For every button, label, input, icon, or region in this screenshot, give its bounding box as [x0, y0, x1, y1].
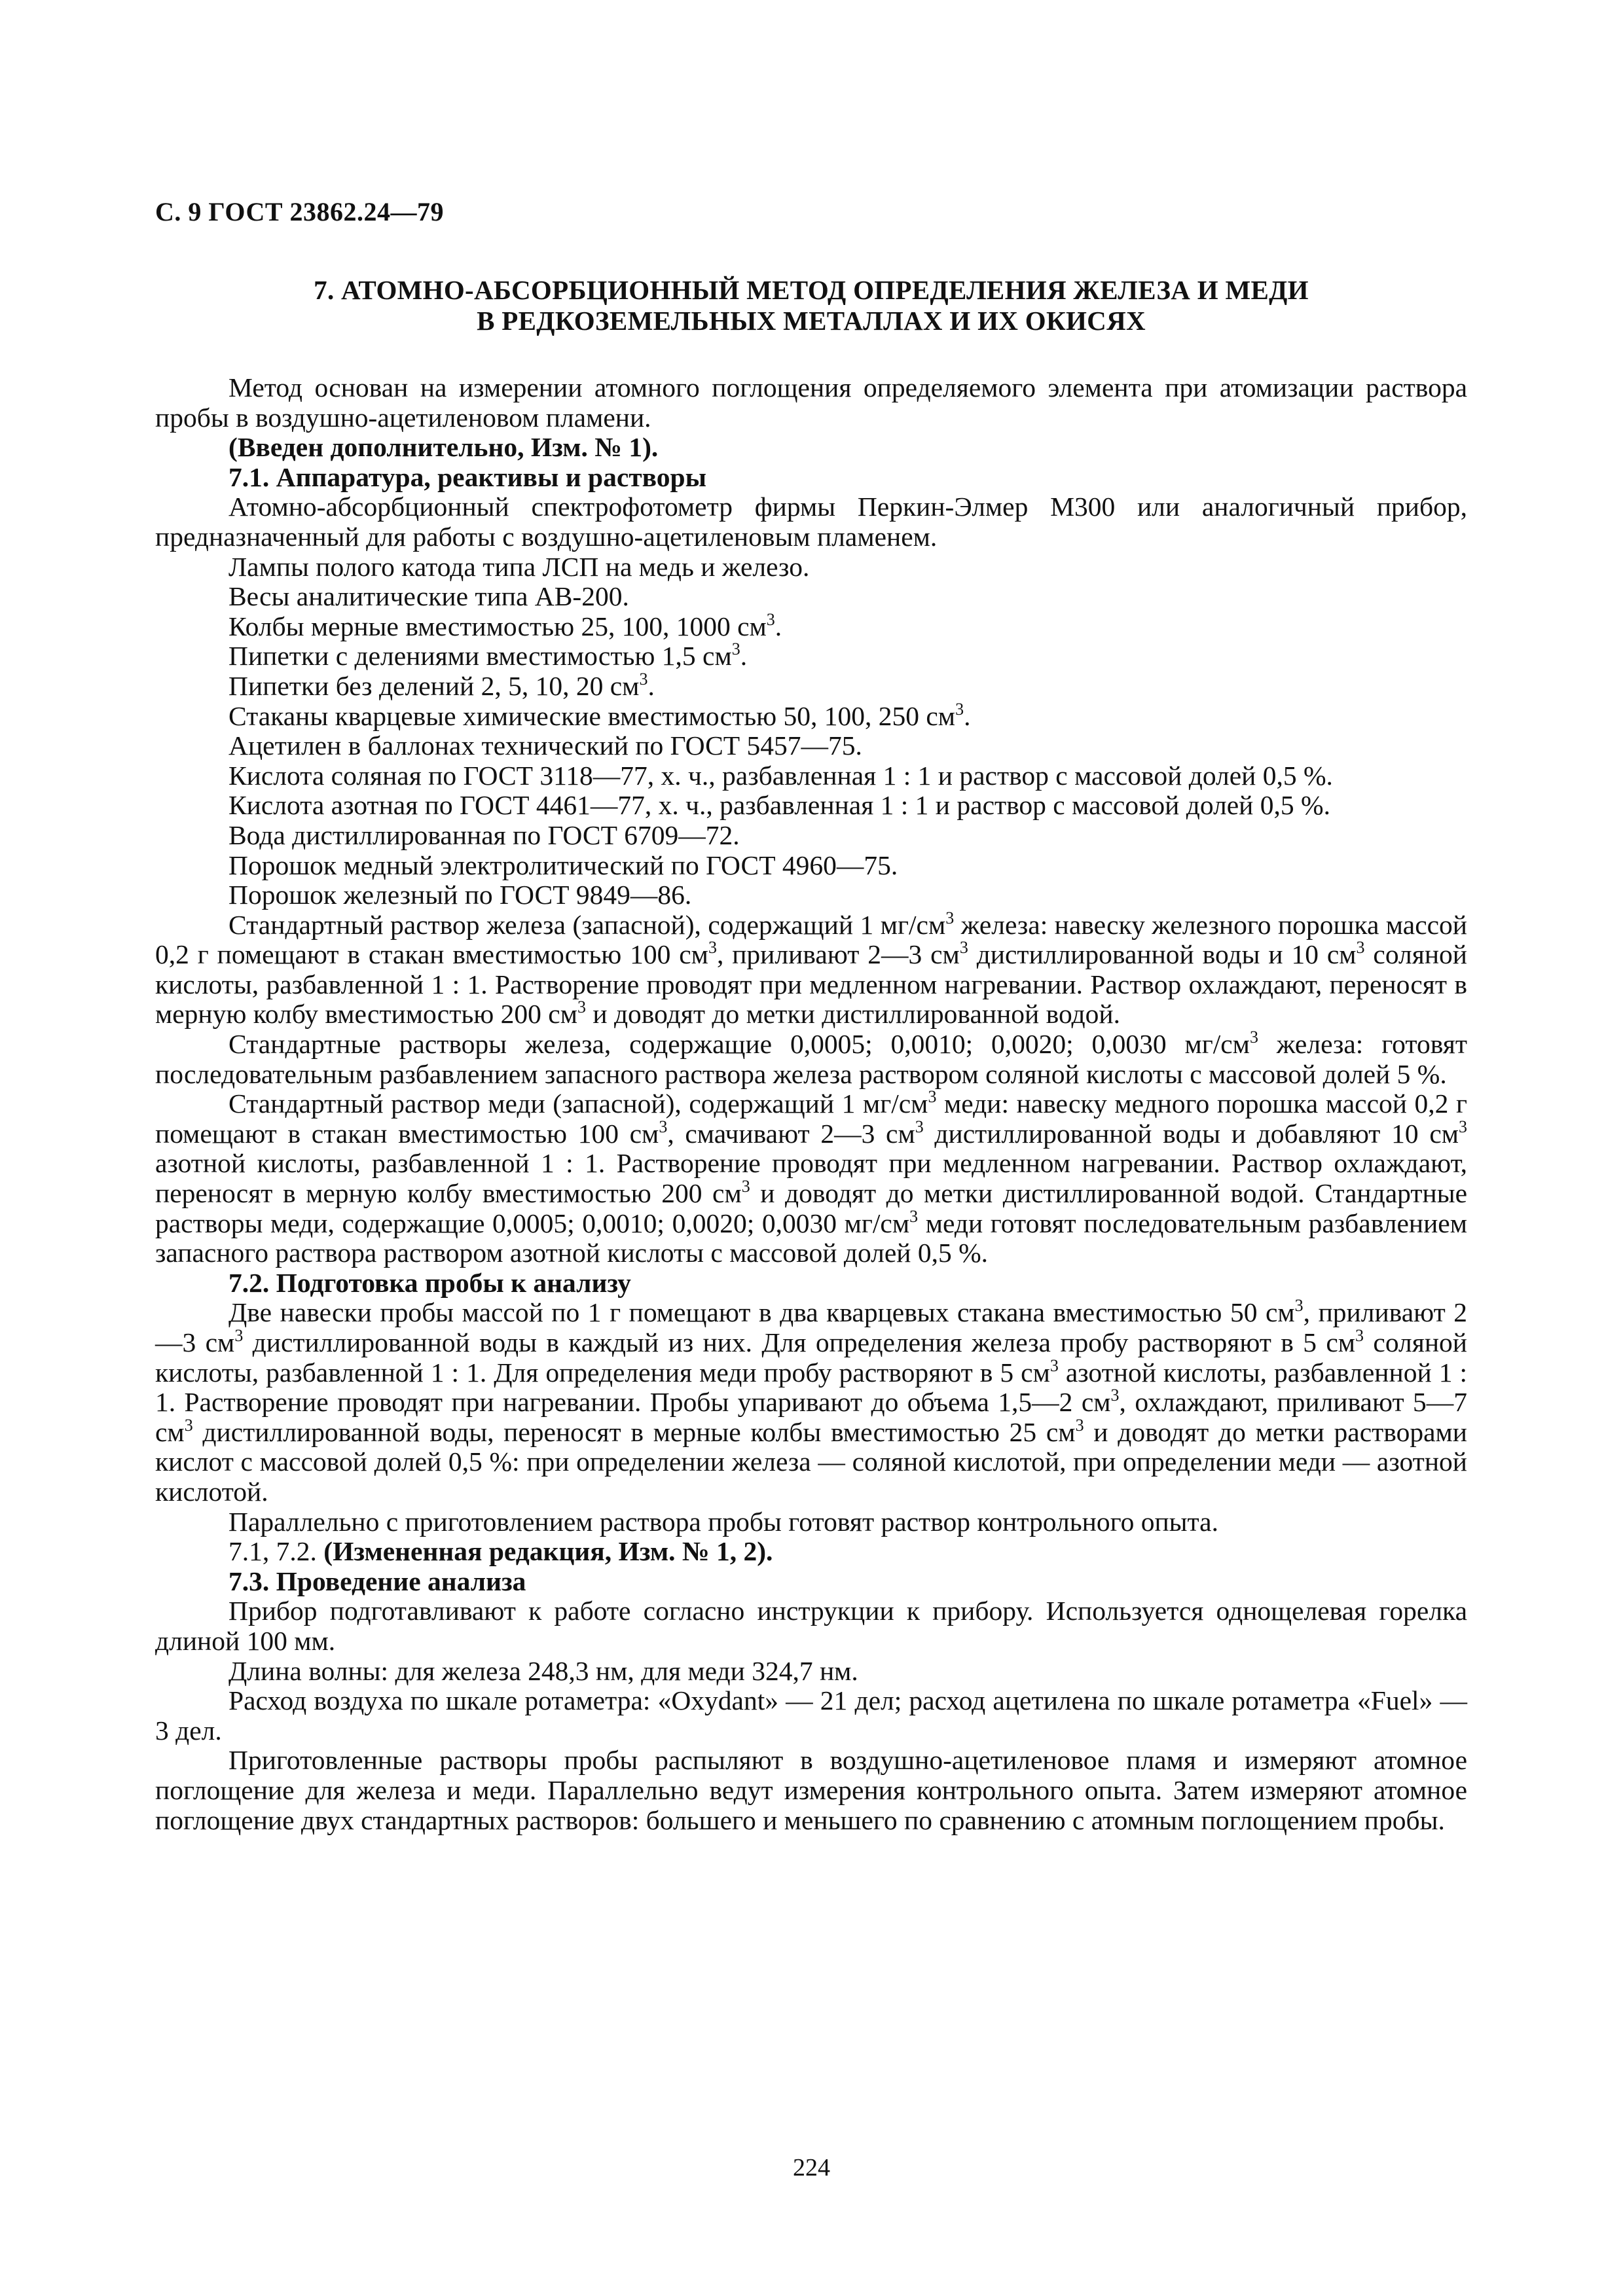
- paragraph: [155, 1507, 1467, 1537]
- paragraph: [155, 1686, 1467, 1746]
- paragraph: [155, 552, 1467, 583]
- paragraph: [155, 373, 1467, 433]
- paragraph-text: Весы аналитические типа АВ-200.: [228, 581, 629, 612]
- paragraph: [155, 1268, 1467, 1299]
- paragraph-text: Кислота азотная по ГОСТ 4461—77, х. ч., разбавленная 1 : 1 и раствор с массовой долей 0,5 %.: [228, 790, 1330, 821]
- paragraph-text: Стандартный раствор железа (запасной), содержащий 1 $мг/см^3$ железа: навеску железного порошка массой 0,2 г помещают в стакан вместимостью 100 $см^3$, приливают 2—3 $см^3$ дистиллированной воды и 10 $см^3$ соляной кислоты, разбавленной 1 : 1. Растворение проводят при медленном нагревании. Раствор охлаждают, переносят в мерную колбу вместимостью 200 $см^3$ и доводят до метки дистиллированной водой.: [155, 908, 1468, 1030]
- section-title: [155, 275, 1467, 336]
- paragraph-text: Расход воздуха по шкале ротаметра: «Oxydant» — 21 дел; расход ацетилена по шкале ротаметра «Fuel» — 3 дел.: [155, 1685, 1467, 1746]
- paragraph: [155, 791, 1467, 821]
- paragraph-text: Порошок железный по ГОСТ 9849—86.: [228, 880, 692, 910]
- paragraph: [155, 1298, 1467, 1507]
- section-title-line-1: 7. АТОМНО-АБСОРБЦИОННЫЙ МЕТОД ОПРЕДЕЛЕНИЯ ЖЕЛЕЗА И МЕДИ: [314, 275, 1309, 305]
- paragraph-text: Ацетилен в баллонах технический по ГОСТ 5457—75.: [228, 730, 862, 761]
- paragraph-text: Параллельно с приготовлением раствора пробы готовят раствор контрольного опыта.: [228, 1506, 1218, 1537]
- paragraph-bold-text: (Измененная редакция, Изм. № 1, 2).: [323, 1536, 773, 1567]
- paragraph: [155, 492, 1467, 552]
- paragraph-text: Стандартные растворы железа, содержащие 0,0005; 0,0010; 0,0020; 0,0030 $мг/см^3$ железа: готовят последовательным разбавлением запасного раствора железа раствором соляной кислоты с массовой долей 5 %.: [155, 1028, 1467, 1089]
- paragraph-text: Две навески пробы массой по 1 г помещают в два кварцевых стакана вместимостью 50 $см^3$, приливают 2—3 $см^3$ дистиллированной воды в каждый из них. Для определения железа пробу растворяют в 5 $см^3$ соляной кислоты, разбавленной 1 : 1. Для определения меди пробу растворяют в 5 $см^3$ азотной кислоты, разбавленной 1 : 1. Растворение проводят при нагревании. Пробы упаривают до объема 1,5—2 $см^3$, охлаждают, приливают 5—7 $см^3$ дистиллированной воды, переносят в мерные колбы вместимостью 25 $см^3$ и доводят до метки растворами кислот с массовой долей 0,5 %: при определении железа — соляной кислотой, при определении меди — азотной кислотой.: [155, 1296, 1468, 1507]
- paragraph-bold-text: 7.2. Подготовка пробы к анализу: [228, 1267, 631, 1298]
- paragraph: [155, 669, 1467, 702]
- paragraph: [155, 761, 1467, 791]
- paragraph-text: Атомно-абсорбционный спектрофотометр фирмы Перкин-Элмер М300 или аналогичный прибор, предназначенный для работы с воздушно-ацетиленовым пламенем.: [155, 492, 1467, 552]
- paragraph: [155, 1567, 1467, 1597]
- paragraph: [155, 1746, 1467, 1835]
- paragraph-text: Стаканы кварцевые химические вместимостью 50, 100, 250 $см^3$.: [228, 699, 971, 731]
- paragraph-text: Пипетки с делениями вместимостью 1,5 $см^3$.: [228, 639, 748, 672]
- paragraph: [155, 1596, 1467, 1656]
- paragraph-text: Порошок медный электролитический по ГОСТ 4960—75.: [228, 850, 898, 880]
- paragraph-text: 7.1, 7.2.: [228, 1536, 324, 1567]
- paragraph: [155, 731, 1467, 761]
- paragraph: [155, 910, 1467, 1030]
- paragraph: [155, 821, 1467, 851]
- paragraph: [155, 641, 1467, 672]
- body-text: [155, 373, 1467, 1835]
- paragraph-text: Приготовленные растворы пробы распыляют в воздушно-ацетиленовое пламя и измеряют атомное поглощение для железа и меди. Параллельно ведут измерения контрольного опыта. Затем измеряют атомное поглощение двух стандартных растворов: большего и меньшего по сравнению с атомным поглощением пробы.: [155, 1745, 1467, 1835]
- paragraph: [155, 609, 1467, 642]
- paragraph-text: Длина волны: для железа 248,3 нм, для меди 324,7 нм.: [228, 1655, 858, 1686]
- paragraph: [155, 582, 1467, 612]
- paragraph: [155, 1657, 1467, 1687]
- paragraph: [155, 433, 1467, 463]
- paragraph-text: Пипетки без делений 2, 5, 10, 20 $см^3$.: [228, 669, 655, 701]
- paragraph-text: Стандартный раствор меди (запасной), содержащий 1 $мг/см^3$ меди: навеску медного порошка массой 0,2 г помещают в стакан вместимостью 100 $см^3$, смачивают 2—3 $см^3$ дистиллированной воды и добавляют 10 $см^3$ азотной кислоты, разбавленной 1 : 1. Растворение проводят при медленном нагревании. Раствор охлаждают, переносят в мерную колбу вместимостью 200 $см^3$ и доводят до метки дистиллированной водой. Стандартные растворы меди, содержащие 0,0005; 0,0010; 0,0020; 0,0030 $мг/см^3$ меди готовят последовательным разбавлением запасного раствора раствором азотной кислоты с массовой долей 0,5 %.: [155, 1087, 1467, 1268]
- paragraph-bold-text: (Введен дополнительно, Изм. № 1).: [228, 432, 659, 463]
- paragraph: [155, 1030, 1467, 1089]
- paragraph: [155, 851, 1467, 881]
- page-number: 224: [793, 2154, 830, 2181]
- paragraph-text: Вода дистиллированная по ГОСТ 6709—72.: [228, 819, 740, 850]
- paragraph: [155, 699, 1467, 732]
- paragraph: [155, 1537, 1467, 1567]
- paragraph-bold-text: 7.1. Аппаратура, реактивы и растворы: [228, 461, 707, 492]
- paragraph-text: Колбы мерные вместимостью 25, 100, 1000 $см^3$.: [228, 609, 782, 641]
- paragraph-text: Кислота соляная по ГОСТ 3118—77, х. ч., разбавленная 1 : 1 и раствор с массовой долей 0,5 %.: [228, 760, 1333, 791]
- paragraph: [155, 463, 1467, 493]
- paragraph-text: Прибор подготавливают к работе согласно инструкции к прибору. Используется однощелевая горелка длиной 100 мм.: [155, 1596, 1467, 1656]
- paragraph: [155, 880, 1467, 910]
- page-header: С. 9 ГОСТ 23862.24—79: [155, 197, 445, 226]
- paragraph-text: Лампы полого катода типа ЛСП на медь и железо.: [228, 551, 810, 582]
- paragraph-text: Метод основан на измерении атомного поглощения определяемого элемента при атомизации раствора пробы в воздушно-ацетиленовом пламени.: [155, 372, 1467, 433]
- paragraph: [155, 1089, 1467, 1268]
- paragraph-bold-text: 7.3. Проведение анализа: [228, 1566, 526, 1596]
- section-title-line-2: В РЕДКОЗЕМЕЛЬНЫХ МЕТАЛЛАХ И ИХ ОКИСЯХ: [477, 306, 1146, 336]
